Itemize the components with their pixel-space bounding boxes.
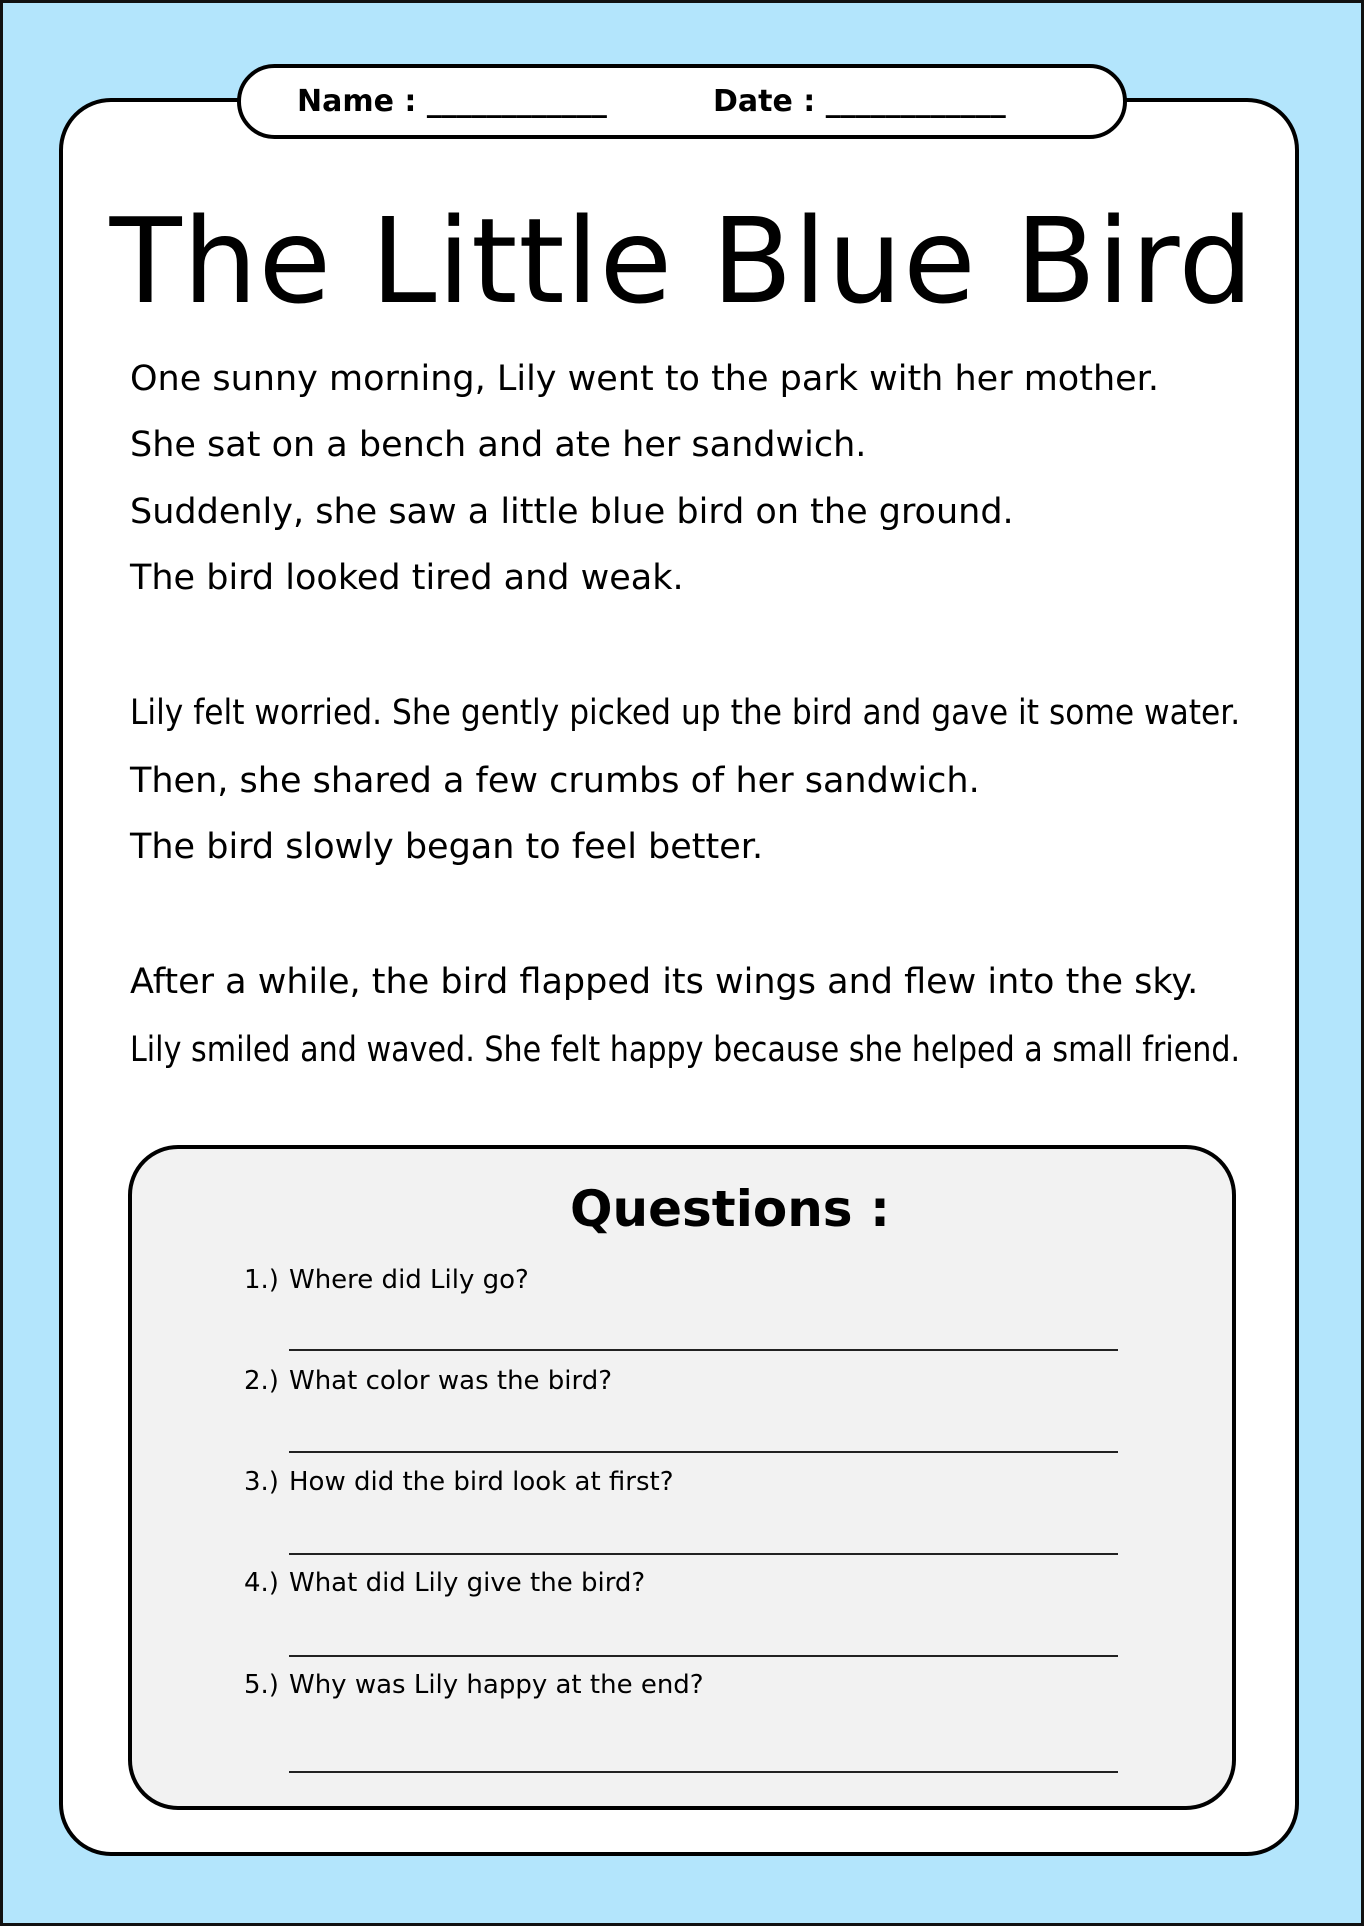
answer-line[interactable] xyxy=(289,1349,1118,1351)
answer-line[interactable] xyxy=(289,1553,1118,1555)
story-line: Lily smiled and waved. She felt happy because she helped a small friend. xyxy=(130,1030,1241,1070)
question-number: 2.) xyxy=(244,1366,279,1396)
story-line: Then, she shared a few crumbs of her sandwich. xyxy=(130,761,980,801)
question-number: 5.) xyxy=(244,1670,279,1700)
question-number: 3.) xyxy=(244,1467,279,1497)
question-text: How did the bird look at first? xyxy=(289,1467,674,1497)
question-text: What color was the bird? xyxy=(289,1366,613,1396)
story-line: Lily felt worried. She gently picked up the bird and gave it some water. xyxy=(130,693,1241,733)
answer-line[interactable] xyxy=(289,1451,1118,1453)
story-line: She sat on a bench and ate her sandwich. xyxy=(130,425,867,465)
story-line: Suddenly, she saw a little blue bird on the ground. xyxy=(130,492,1014,532)
question-text: What did Lily give the bird? xyxy=(289,1568,646,1598)
story-line: One sunny morning, Lily went to the park with her mother. xyxy=(130,359,1159,399)
story-line: The bird looked tired and weak. xyxy=(130,558,684,598)
story-line: After a while, the bird flapped its wings and flew into the sky. xyxy=(130,962,1199,1002)
question-text: Why was Lily happy at the end? xyxy=(289,1670,704,1700)
date-field[interactable]: Date : ____________ xyxy=(713,84,1006,119)
answer-line[interactable] xyxy=(289,1655,1118,1657)
name-field[interactable]: Name : ____________ xyxy=(297,84,607,119)
answer-line[interactable] xyxy=(289,1771,1118,1773)
questions-heading: Questions : xyxy=(570,1180,890,1238)
page-title: The Little Blue Bird xyxy=(109,192,1255,330)
question-text: Where did Lily go? xyxy=(289,1265,529,1295)
question-number: 4.) xyxy=(244,1568,279,1598)
question-number: 1.) xyxy=(244,1265,279,1295)
story-line: The bird slowly began to feel better. xyxy=(130,827,764,867)
